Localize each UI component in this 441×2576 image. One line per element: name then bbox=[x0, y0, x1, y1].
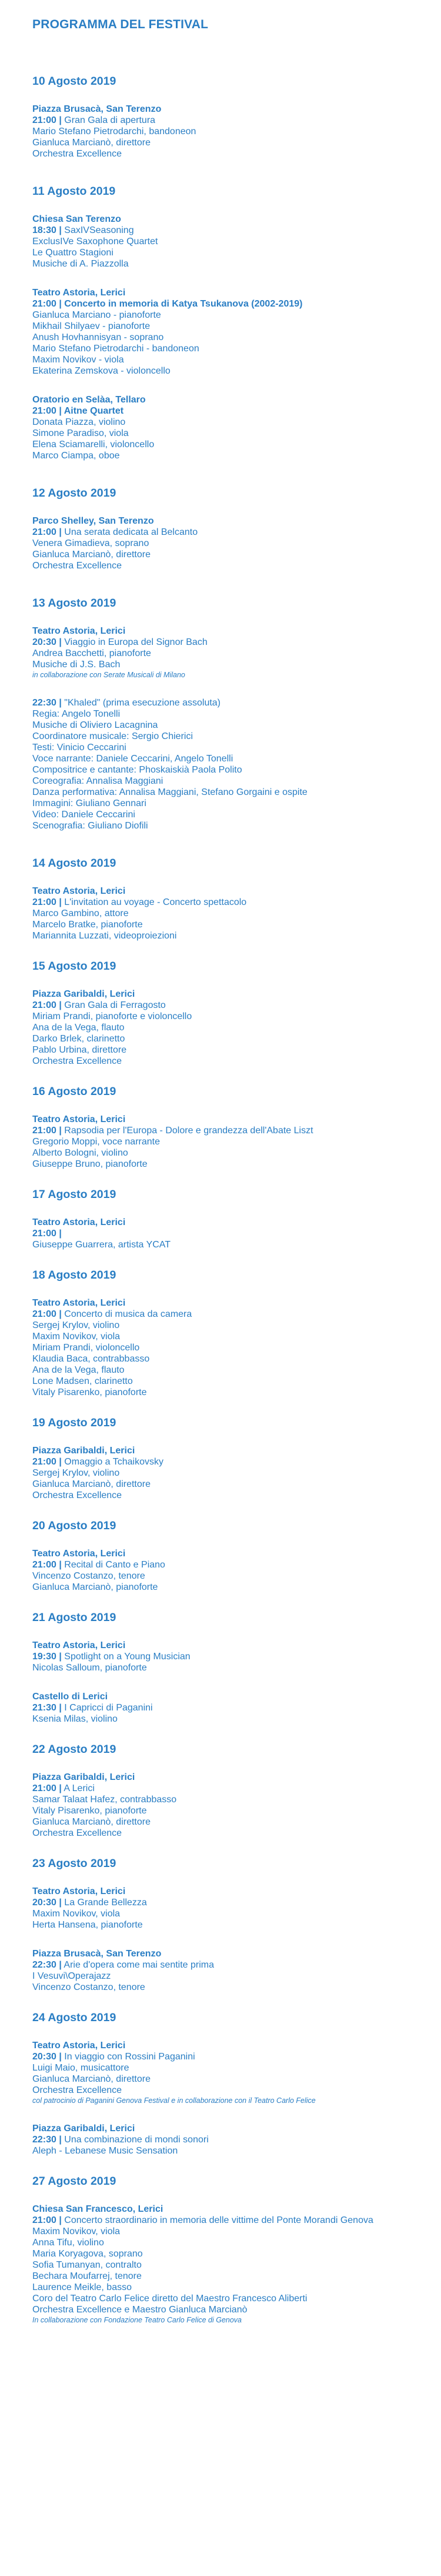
event-detail bbox=[32, 2293, 441, 2304]
event-text: Musiche di Oliviero Lacagnina bbox=[32, 720, 158, 730]
day-section bbox=[32, 1610, 441, 1725]
event-time: 21:00 | bbox=[32, 1560, 62, 1570]
event-detail bbox=[32, 2145, 441, 2156]
event-text: Mario Stefano Pietrodarchi, bandoneon bbox=[32, 127, 196, 137]
event-detail bbox=[32, 1387, 441, 1398]
day-date: 27 Agosto 2019 bbox=[32, 2175, 116, 2188]
event-text: Spotlight on a Young Musician bbox=[61, 1652, 191, 1662]
event bbox=[32, 2040, 441, 2105]
event-detail bbox=[32, 708, 441, 720]
event bbox=[32, 2123, 441, 2156]
event-text: Ana de la Vega, flauto bbox=[32, 1365, 125, 1375]
event-time: 21:00 | bbox=[32, 527, 62, 537]
event-text: Miriam Prandi, violoncello bbox=[32, 1343, 140, 1353]
event-text: Gianluca Marcianò, pianoforte bbox=[32, 1582, 158, 1592]
event-text: Ekaterina Zemskova - violoncello bbox=[32, 366, 171, 376]
event-detail bbox=[32, 930, 441, 941]
event-headline bbox=[32, 2134, 441, 2145]
event-detail bbox=[32, 809, 441, 820]
event-time: 19:30 | bbox=[32, 1652, 62, 1662]
event-text: Luigi Maio, musicattore bbox=[32, 2063, 129, 2073]
event-text: Rapsodia per l'Europa - Dolore e grandezza dell'Abate Liszt bbox=[61, 1126, 313, 1136]
event-text: Maxim Novikov - viola bbox=[32, 355, 124, 365]
event-text: Anush Hovhannisyan - soprano bbox=[32, 332, 164, 342]
event-detail bbox=[32, 1479, 441, 1490]
event-detail bbox=[32, 549, 441, 560]
event-venue: Teatro Astoria, Lerici bbox=[32, 1298, 126, 1308]
event-headline bbox=[32, 527, 441, 538]
event-text: Gran Gala di Ferragosto bbox=[61, 1000, 166, 1010]
event-text: Coordinatore musicale: Sergio Chierici bbox=[32, 731, 193, 741]
event-venue: Teatro Astoria, Lerici bbox=[32, 886, 126, 896]
event-detail bbox=[32, 126, 441, 137]
event-detail bbox=[32, 764, 441, 776]
event-detail bbox=[32, 417, 441, 428]
event-text: Mikhail Shilyaev - pianoforte bbox=[32, 321, 151, 331]
event bbox=[32, 394, 441, 461]
day-section bbox=[32, 959, 441, 1067]
event-text: Herta Hansena, pianoforte bbox=[32, 1920, 143, 1930]
event-detail bbox=[32, 753, 441, 764]
event-detail bbox=[32, 148, 441, 159]
event-headline bbox=[32, 115, 441, 126]
event-detail bbox=[32, 2248, 441, 2259]
event-text: Maxim Novikov, viola bbox=[32, 2226, 121, 2236]
event-venue: Chiesa San Francesco, Lerici bbox=[32, 2204, 163, 2214]
day-date: 20 Agosto 2019 bbox=[32, 1519, 116, 1532]
event-text: Orchestra Excellence bbox=[32, 2085, 122, 2095]
event-detail bbox=[32, 2282, 441, 2293]
event-venue: Piazza Garibaldi, Lerici bbox=[32, 989, 135, 999]
event-detail bbox=[32, 1022, 441, 1033]
event bbox=[32, 104, 441, 159]
event-detail bbox=[32, 137, 441, 148]
event-detail bbox=[32, 1056, 441, 1067]
event-time: 18:30 | bbox=[32, 225, 62, 235]
event-detail bbox=[32, 776, 441, 787]
event-text: Giuseppe Bruno, pianoforte bbox=[32, 1159, 148, 1169]
event-detail bbox=[32, 450, 441, 461]
event-text: Viaggio in Europa del Signor Bach bbox=[61, 637, 208, 647]
event-headline bbox=[32, 225, 441, 236]
event-text: Darko Brlek, clarinetto bbox=[32, 1034, 125, 1044]
event-time: 21:00 | bbox=[32, 2215, 62, 2225]
event-text: Regia: Angelo Tonelli bbox=[32, 709, 121, 719]
event-detail bbox=[32, 1376, 441, 1387]
day-section bbox=[32, 486, 441, 571]
event-venue: Teatro Astoria, Lerici bbox=[32, 1640, 126, 1650]
event-headline bbox=[32, 405, 441, 417]
event bbox=[32, 1948, 441, 1993]
event-text: Una serata dedicata al Belcanto bbox=[61, 527, 198, 537]
event-text: Gregorio Moppi, voce narrante bbox=[32, 1137, 160, 1147]
event-detail bbox=[32, 1011, 441, 1022]
event-note: In collaborazione con Fondazione Teatro Carlo Felice di Genova bbox=[32, 2316, 242, 2324]
event-text: Maxim Novikov, viola bbox=[32, 1332, 121, 1342]
day-section bbox=[32, 1187, 441, 1250]
event-venue: Piazza Brusacà, San Terenzo bbox=[32, 1949, 162, 1959]
event-detail bbox=[32, 1662, 441, 1673]
event-time: 21:30 | bbox=[32, 1703, 62, 1713]
event-text: La Grande Bellezza bbox=[61, 1898, 147, 1908]
day-date: 14 Agosto 2019 bbox=[32, 857, 116, 870]
event-headline bbox=[32, 1125, 441, 1136]
event-text: Marco Gambino, attore bbox=[32, 908, 129, 918]
event-text: Vincenzo Costanzo, tenore bbox=[32, 1982, 145, 1992]
event bbox=[32, 697, 441, 831]
event-headline bbox=[32, 2051, 441, 2062]
event-text: Gran Gala di apertura bbox=[61, 115, 156, 125]
event-text: I Vesuvi\Operajazz bbox=[32, 1971, 111, 1981]
event-headline bbox=[32, 1309, 441, 1320]
day-date: 10 Agosto 2019 bbox=[32, 75, 116, 88]
event-text: SaxIVSeasoning bbox=[61, 225, 134, 235]
event-text: Scenografia: Giuliano Diofili bbox=[32, 821, 148, 831]
day-section bbox=[32, 1416, 441, 1501]
event bbox=[32, 287, 441, 377]
event-detail bbox=[32, 365, 441, 377]
event bbox=[32, 1640, 441, 1673]
event-headline bbox=[32, 1702, 441, 1713]
event-note: col patrocinio di Paganini Genova Festival e in collaborazione con il Teatro Carlo Felice bbox=[32, 2096, 316, 2105]
day-date: 19 Agosto 2019 bbox=[32, 1416, 116, 1429]
event-headline bbox=[32, 1000, 441, 1011]
event-time: 22:30 | bbox=[32, 2135, 62, 2145]
event bbox=[32, 1691, 441, 1725]
event-note: in collaborazione con Serate Musicali di Milano bbox=[32, 671, 185, 679]
event-text: ExclusIVe Saxophone Quartet bbox=[32, 237, 158, 247]
event-text: Gianluca Marciano - pianoforte bbox=[32, 310, 161, 320]
day-date: 12 Agosto 2019 bbox=[32, 487, 116, 500]
event-detail bbox=[32, 1136, 441, 1147]
event-text: Orchestra Excellence bbox=[32, 1490, 122, 1500]
event-time: 20:30 | bbox=[32, 637, 62, 647]
event-detail bbox=[32, 648, 441, 659]
event-text: Lone Madsen, clarinetto bbox=[32, 1376, 133, 1386]
event-detail bbox=[32, 1033, 441, 1044]
event-detail bbox=[32, 428, 441, 439]
event-detail bbox=[32, 560, 441, 571]
event-detail bbox=[32, 1490, 441, 1501]
day-date: 18 Agosto 2019 bbox=[32, 1269, 116, 1282]
event-text: Compositrice e cantante: Phoskaiskià Paola Polito bbox=[32, 765, 242, 775]
event-text: Omaggio a Tchaikovsky bbox=[61, 1457, 163, 1467]
event-venue: Piazza Garibaldi, Lerici bbox=[32, 2124, 135, 2134]
event-time: 20:30 | bbox=[32, 1898, 62, 1908]
event-detail bbox=[32, 1582, 441, 1593]
event-time: 21:00 | bbox=[32, 1457, 62, 1467]
event-detail bbox=[32, 659, 441, 670]
event-venue: Teatro Astoria, Lerici bbox=[32, 288, 126, 298]
event-detail bbox=[32, 1919, 441, 1931]
event-text: Orchestra Excellence bbox=[32, 149, 122, 159]
event-text: Marco Ciampa, oboe bbox=[32, 451, 120, 461]
event-headline bbox=[32, 2215, 441, 2226]
event-text: Musiche di A. Piazzolla bbox=[32, 259, 129, 269]
event-time: 21:00 | bbox=[32, 1783, 62, 1793]
event-detail bbox=[32, 236, 441, 247]
event-time: 21:00 | bbox=[32, 115, 62, 125]
event-text: Recital di Canto e Piano bbox=[61, 1560, 165, 1570]
event-text: Vincenzo Costanzo, tenore bbox=[32, 1571, 145, 1581]
event-detail bbox=[32, 731, 441, 742]
event-text: Gianluca Marcianò, direttore bbox=[32, 138, 151, 148]
event-text: Orchestra Excellence bbox=[32, 1828, 122, 1838]
event-text: Danza performativa: Annalisa Maggiani, Stefano Gorgaini e ospite bbox=[32, 787, 308, 797]
event-detail bbox=[32, 1971, 441, 1982]
event-venue: Oratorio en Selàa, Tellaro bbox=[32, 395, 146, 405]
event-detail bbox=[32, 2304, 441, 2315]
event-detail bbox=[32, 2237, 441, 2248]
event-text: Testi: Vinicio Ceccarini bbox=[32, 743, 126, 753]
event-detail bbox=[32, 1239, 441, 1250]
day-date: 11 Agosto 2019 bbox=[32, 185, 116, 198]
day-date: 17 Agosto 2019 bbox=[32, 1188, 116, 1201]
day-date: 15 Agosto 2019 bbox=[32, 960, 116, 973]
event-text: Marcelo Bratke, pianoforte bbox=[32, 920, 143, 930]
event bbox=[32, 214, 441, 269]
event-venue: Chiesa San Terenzo bbox=[32, 214, 121, 224]
event-detail bbox=[32, 720, 441, 731]
event-detail bbox=[32, 1331, 441, 1342]
event-detail bbox=[32, 1364, 441, 1376]
event-detail bbox=[32, 1713, 441, 1725]
event-detail bbox=[32, 1467, 441, 1479]
page-title: PROGRAMMA DEL FESTIVAL bbox=[32, 18, 209, 31]
event-detail bbox=[32, 439, 441, 450]
event bbox=[32, 625, 441, 680]
day-section bbox=[32, 1268, 441, 1398]
event bbox=[32, 1772, 441, 1839]
event-headline bbox=[32, 697, 441, 708]
event-detail bbox=[32, 2271, 441, 2282]
event-venue: Piazza Brusacà, San Terenzo bbox=[32, 104, 162, 114]
event-text: Donata Piazza, violino bbox=[32, 417, 126, 427]
day-section bbox=[32, 1742, 441, 1839]
event-text: Video: Daniele Ceccarini bbox=[32, 810, 135, 820]
event-detail bbox=[32, 247, 441, 258]
day-date: 13 Agosto 2019 bbox=[32, 597, 116, 610]
event-text: Voce narrante: Daniele Ceccarini, Angelo Tonelli bbox=[32, 754, 233, 764]
event-time: 21:00 | bbox=[32, 1229, 62, 1239]
event-text: Samar Talaat Hafez, contrabbasso bbox=[32, 1795, 177, 1805]
event-text: Maria Koryagova, soprano bbox=[32, 2249, 143, 2259]
event-text: Orchestra Excellence bbox=[32, 1056, 122, 1066]
day-section bbox=[32, 596, 441, 831]
event bbox=[32, 886, 441, 941]
event-text: Laurence Meikle, basso bbox=[32, 2282, 132, 2292]
day-date: 23 Agosto 2019 bbox=[32, 1857, 116, 1870]
event-text: Venera Gimadieva, soprano bbox=[32, 538, 149, 548]
event-text: Coreografia: Annalisa Maggiani bbox=[32, 776, 163, 786]
event-detail bbox=[32, 787, 441, 798]
event-time: 22:30 | bbox=[32, 1960, 62, 1970]
event-detail bbox=[32, 258, 441, 269]
event-detail bbox=[32, 1570, 441, 1582]
event-text: Andrea Bacchetti, pianoforte bbox=[32, 648, 151, 658]
event-text: Vitaly Pisarenko, pianoforte bbox=[32, 1387, 147, 1397]
day-date: 21 Agosto 2019 bbox=[32, 1611, 116, 1624]
event-time: 21:00 | bbox=[32, 897, 62, 907]
event-text: Le Quattro Stagioni bbox=[32, 248, 113, 258]
event-text: Miriam Prandi, pianoforte e violoncello bbox=[32, 1011, 192, 1021]
event-text: Sofia Tumanyan, contralto bbox=[32, 2260, 142, 2270]
event-text: Una combinazione di mondi sonori bbox=[61, 2135, 209, 2145]
event-headline bbox=[32, 298, 441, 309]
day-section bbox=[32, 2011, 441, 2156]
event-text: Ana de la Vega, flauto bbox=[32, 1023, 125, 1033]
event-time: 20:30 | bbox=[32, 2052, 62, 2062]
event-venue: Teatro Astoria, Lerici bbox=[32, 626, 126, 636]
day-section bbox=[32, 184, 441, 461]
event bbox=[32, 1548, 441, 1593]
event-venue: Piazza Garibaldi, Lerici bbox=[32, 1772, 135, 1782]
event-headline bbox=[32, 1959, 441, 1971]
event-text: Elena Sciamarelli, violoncello bbox=[32, 440, 155, 450]
event-detail bbox=[32, 1320, 441, 1331]
event-time: 21:00 | Aitne Quartet bbox=[32, 406, 124, 416]
event-venue: Parco Shelley, San Terenzo bbox=[32, 516, 154, 526]
event-venue: Piazza Garibaldi, Lerici bbox=[32, 1446, 135, 1456]
event-detail bbox=[32, 919, 441, 930]
event-text: Mariannita Luzzati, videoproiezioni bbox=[32, 931, 177, 941]
event-text: Aleph - Lebanese Music Sensation bbox=[32, 2146, 178, 2156]
event-detail bbox=[32, 1805, 441, 1816]
event-time: 21:00 | bbox=[32, 1000, 62, 1010]
event-venue: Teatro Astoria, Lerici bbox=[32, 2041, 126, 2051]
event-text: Orchestra Excellence bbox=[32, 561, 122, 571]
event-venue: Teatro Astoria, Lerici bbox=[32, 1217, 126, 1227]
event-text: Gianluca Marcianò, direttore bbox=[32, 2074, 151, 2084]
event-detail bbox=[32, 742, 441, 753]
event-detail bbox=[32, 2226, 441, 2237]
event-detail bbox=[32, 343, 441, 354]
event-detail bbox=[32, 1908, 441, 1919]
event-headline bbox=[32, 897, 441, 908]
event-detail bbox=[32, 798, 441, 809]
event-text: Pablo Urbina, direttore bbox=[32, 1045, 127, 1055]
event-time: 21:00 | bbox=[32, 1309, 62, 1319]
day-section bbox=[32, 74, 441, 159]
event-text: Giuseppe Guarrera, artista YCAT bbox=[32, 1240, 171, 1250]
event bbox=[32, 1445, 441, 1501]
event-detail bbox=[32, 908, 441, 919]
event-text: I Capricci di Paganini bbox=[61, 1703, 153, 1713]
event bbox=[32, 989, 441, 1067]
event-detail bbox=[32, 1159, 441, 1170]
event-detail bbox=[32, 2259, 441, 2271]
event-detail bbox=[32, 1342, 441, 1353]
event-text: In viaggio con Rossini Paganini bbox=[61, 2052, 195, 2062]
event-text: Concerto straordinario in memoria delle vittime del Ponte Morandi Genova bbox=[61, 2215, 373, 2225]
event-time: 21:00 | bbox=[32, 1126, 62, 1136]
day-section bbox=[32, 2174, 441, 2325]
event-text: Gianluca Marcianò, direttore bbox=[32, 550, 151, 560]
event-headline bbox=[32, 1456, 441, 1467]
event-detail bbox=[32, 2062, 441, 2074]
event-detail bbox=[32, 309, 441, 321]
event bbox=[32, 1114, 441, 1170]
event-text: Ksenia Milas, violino bbox=[32, 1714, 118, 1724]
event-text: Vitaly Pisarenko, pianoforte bbox=[32, 1806, 147, 1816]
event bbox=[32, 1886, 441, 1931]
event-text: Arie d'opera come mai sentite prima bbox=[61, 1960, 215, 1970]
day-date: 22 Agosto 2019 bbox=[32, 1743, 116, 1756]
event-headline bbox=[32, 637, 441, 648]
day-date: 16 Agosto 2019 bbox=[32, 1085, 116, 1098]
event-detail bbox=[32, 321, 441, 332]
event-text: A Lerici bbox=[61, 1783, 95, 1793]
event-venue: Castello di Lerici bbox=[32, 1692, 108, 1702]
event-detail bbox=[32, 1147, 441, 1159]
event-venue: Teatro Astoria, Lerici bbox=[32, 1549, 126, 1559]
event-detail bbox=[32, 332, 441, 343]
event bbox=[32, 1217, 441, 1250]
event-detail bbox=[32, 1982, 441, 1993]
event-detail bbox=[32, 2085, 441, 2096]
event-text: Alberto Bologni, violino bbox=[32, 1148, 128, 1158]
event-time: 22:30 | bbox=[32, 698, 62, 708]
event-text: Anna Tifu, violino bbox=[32, 2238, 104, 2248]
day-section bbox=[32, 856, 441, 941]
event-venue: Teatro Astoria, Lerici bbox=[32, 1886, 126, 1896]
event-text: Sergej Krylov, violino bbox=[32, 1468, 120, 1478]
event-detail bbox=[32, 1828, 441, 1839]
day-section bbox=[32, 1519, 441, 1593]
event-text: "Khaled" (prima esecuzione assoluta) bbox=[61, 698, 221, 708]
event-detail bbox=[32, 1044, 441, 1056]
event-text: Concerto di musica da camera bbox=[61, 1309, 192, 1319]
event-text: Coro del Teatro Carlo Felice diretto del Maestro Francesco Aliberti bbox=[32, 2294, 308, 2304]
event-text: Maxim Novikov, viola bbox=[32, 1909, 121, 1919]
event-text: Bechara Moufarrej, tenore bbox=[32, 2271, 142, 2281]
event-text: L'invitation au voyage - Concerto spettacolo bbox=[61, 897, 247, 907]
day-date: 24 Agosto 2019 bbox=[32, 2011, 116, 2024]
event-headline bbox=[32, 1228, 441, 1239]
event-headline bbox=[32, 1897, 441, 1908]
event-venue: Teatro Astoria, Lerici bbox=[32, 1114, 126, 1124]
event bbox=[32, 1297, 441, 1398]
event-text: Simone Paradiso, viola bbox=[32, 428, 129, 438]
event bbox=[32, 2204, 441, 2325]
event-detail bbox=[32, 1816, 441, 1828]
event-text: Mario Stefano Pietrodarchi - bandoneon bbox=[32, 344, 199, 354]
event-detail bbox=[32, 1794, 441, 1805]
event-text: Sergej Krylov, violino bbox=[32, 1320, 120, 1330]
event-text: Gianluca Marcianò, direttore bbox=[32, 1817, 151, 1827]
event-headline bbox=[32, 1559, 441, 1570]
event-detail bbox=[32, 2074, 441, 2085]
event-text: Musiche di J.S. Bach bbox=[32, 660, 121, 670]
event-headline bbox=[32, 1783, 441, 1794]
event-headline bbox=[32, 1651, 441, 1662]
event-detail bbox=[32, 1353, 441, 1364]
event-text: Immagini: Giuliano Gennari bbox=[32, 798, 146, 808]
event-detail bbox=[32, 354, 441, 365]
day-section bbox=[32, 1856, 441, 1993]
event bbox=[32, 515, 441, 571]
event-text: Klaudia Baca, contrabbasso bbox=[32, 1354, 150, 1364]
event-detail bbox=[32, 538, 441, 549]
event-text: Gianluca Marcianò, direttore bbox=[32, 1479, 151, 1489]
event-detail bbox=[32, 820, 441, 831]
day-section bbox=[32, 1084, 441, 1170]
event-time: 21:00 | Concerto in memoria di Katya Tsukanova (2002-2019) bbox=[32, 299, 303, 309]
event-text: Orchestra Excellence e Maestro Gianluca Marcianò bbox=[32, 2305, 248, 2315]
event-text: Nicolas Salloum, pianoforte bbox=[32, 1663, 147, 1673]
festival-schedule bbox=[32, 74, 441, 2325]
